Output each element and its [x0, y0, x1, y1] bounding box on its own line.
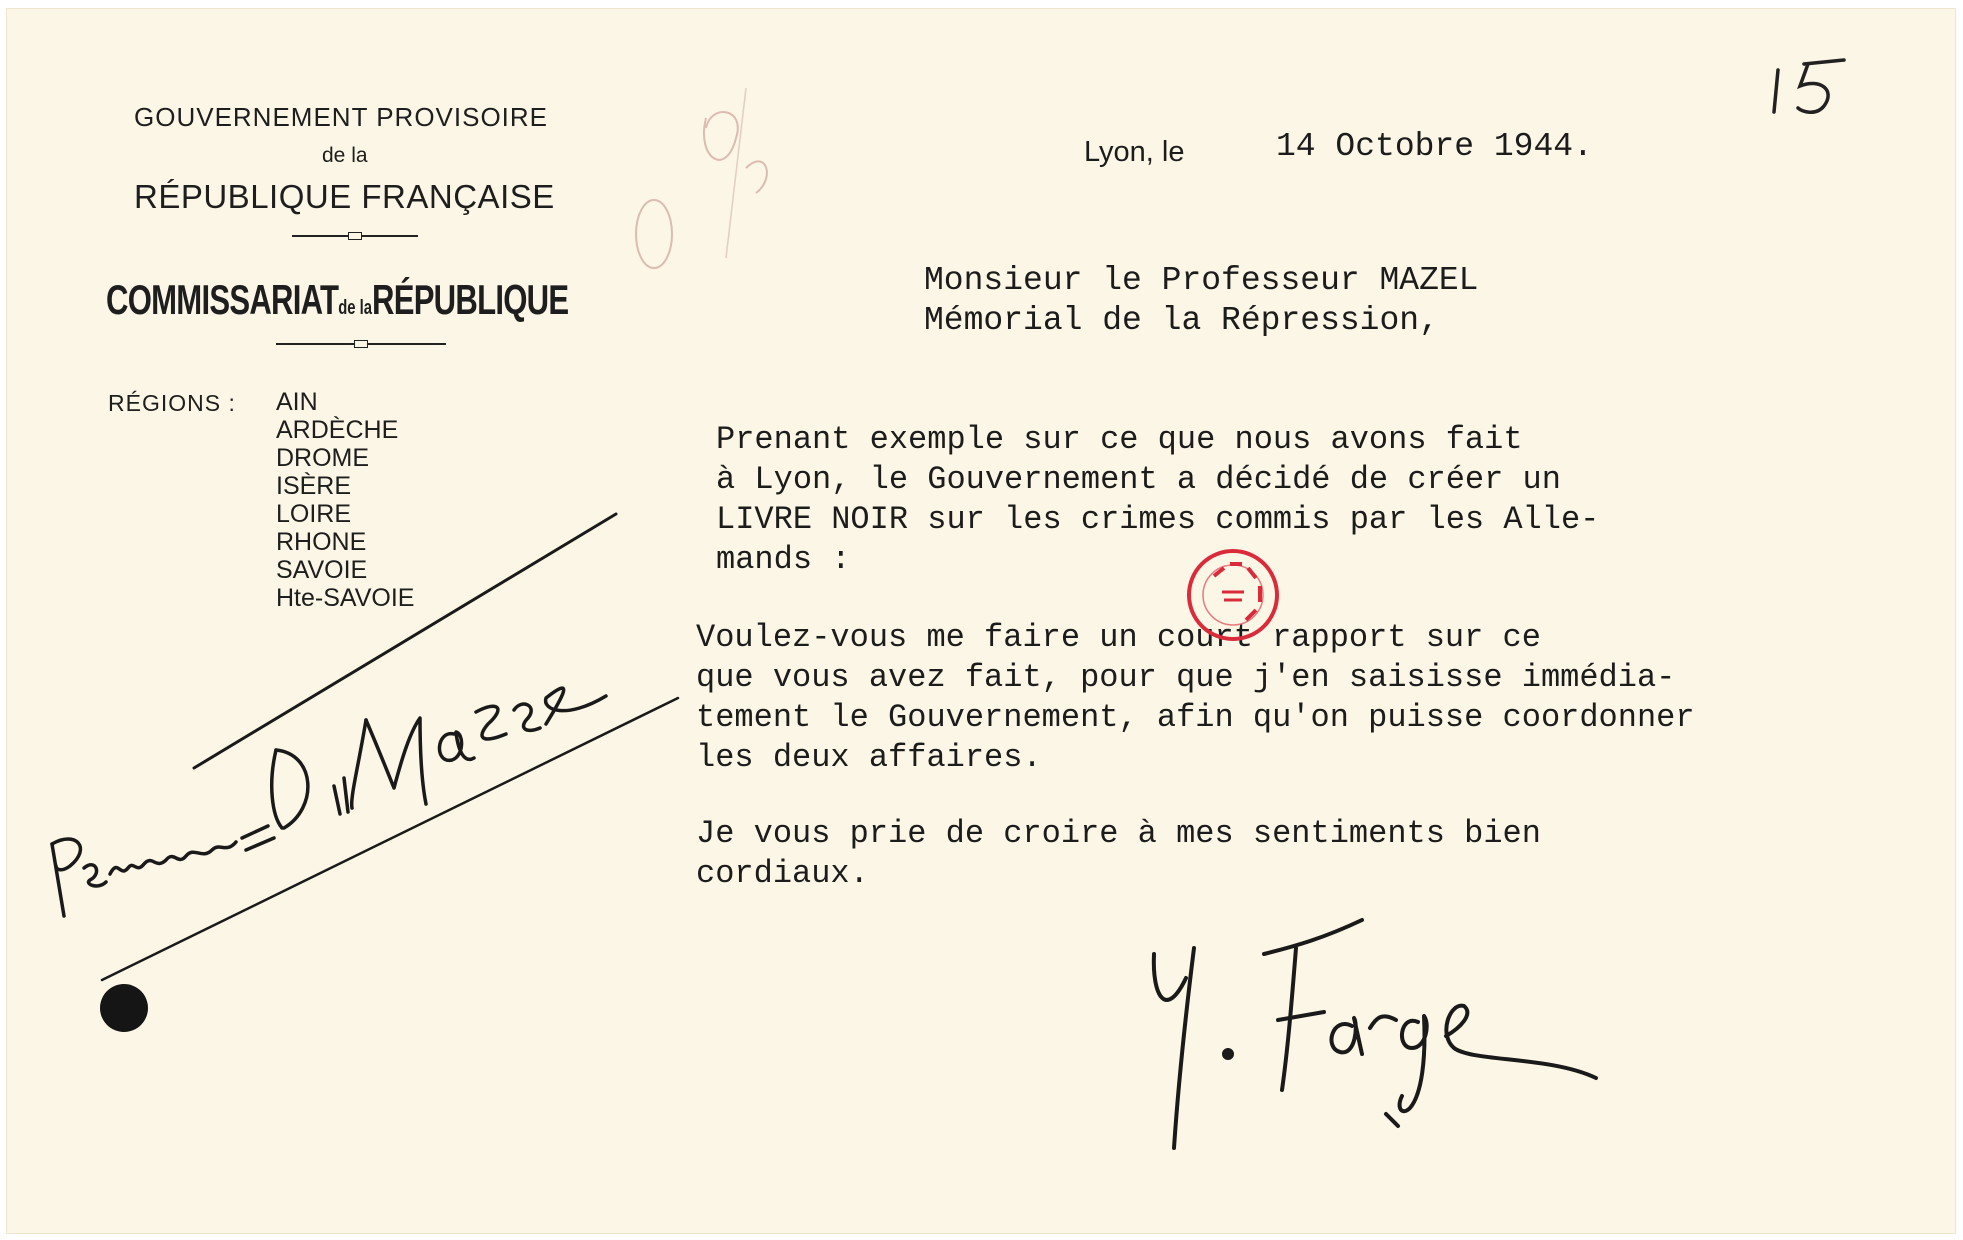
recipient-line-1: Monsieur le Professeur MAZEL [924, 262, 1479, 299]
region-item: SAVOIE [276, 556, 368, 584]
region-item: DROME [276, 444, 370, 472]
letterhead-government: GOUVERNEMENT PROVISOIRE [134, 102, 549, 132]
letterhead-republic: RÉPUBLIQUE FRANÇAISE [134, 178, 555, 215]
diagonal-stroke-upper [194, 514, 616, 768]
region-item: ARDÈCHE [276, 416, 399, 444]
date-value: 14 Octobre 1944. [1276, 128, 1593, 165]
body-paragraph-1: Prenant exemple sur ce que nous avons fait à Lyon, le Gouvernement a décidé de créer un LIVRE NOIR sur les crimes commis par les Alle- mands : [716, 421, 1600, 578]
commissariat-republique: RÉPUBLIQUE [371, 276, 569, 323]
body-paragraph-2: Voulez-vous me faire un court rapport sur ce que vous avez fait, pour que j'en saisisse immédia- tement le Gouvernement, afin qu'on puisse coordonner les deux affaires. [696, 619, 1695, 776]
ink-blot-icon [100, 984, 148, 1032]
regions-label: RÉGIONS : [108, 390, 236, 416]
recipient-line-2: Mémorial de la Répression, [924, 302, 1439, 339]
commissariat-de-la: de la [338, 297, 372, 319]
region-item: AIN [276, 388, 318, 416]
handwritten-note [52, 688, 606, 916]
date-place: Lyon, le [1084, 136, 1185, 168]
diagonal-stroke-lower [102, 698, 678, 980]
letterhead-de-la: de la [322, 144, 368, 167]
region-item: LOIRE [276, 500, 352, 528]
signature [1154, 920, 1596, 1148]
body-paragraph-3: Je vous prie de croire à mes sentiments bien cordiaux. [696, 815, 1541, 892]
letter-paper [6, 8, 1956, 1234]
region-item: ISÈRE [276, 472, 352, 500]
commissariat-main: COMMISSARIAT [106, 276, 339, 323]
handwriting-layer [6, 8, 1956, 1234]
region-item: RHONE [276, 528, 367, 556]
region-item: Hte-SAVOIE [276, 584, 415, 612]
